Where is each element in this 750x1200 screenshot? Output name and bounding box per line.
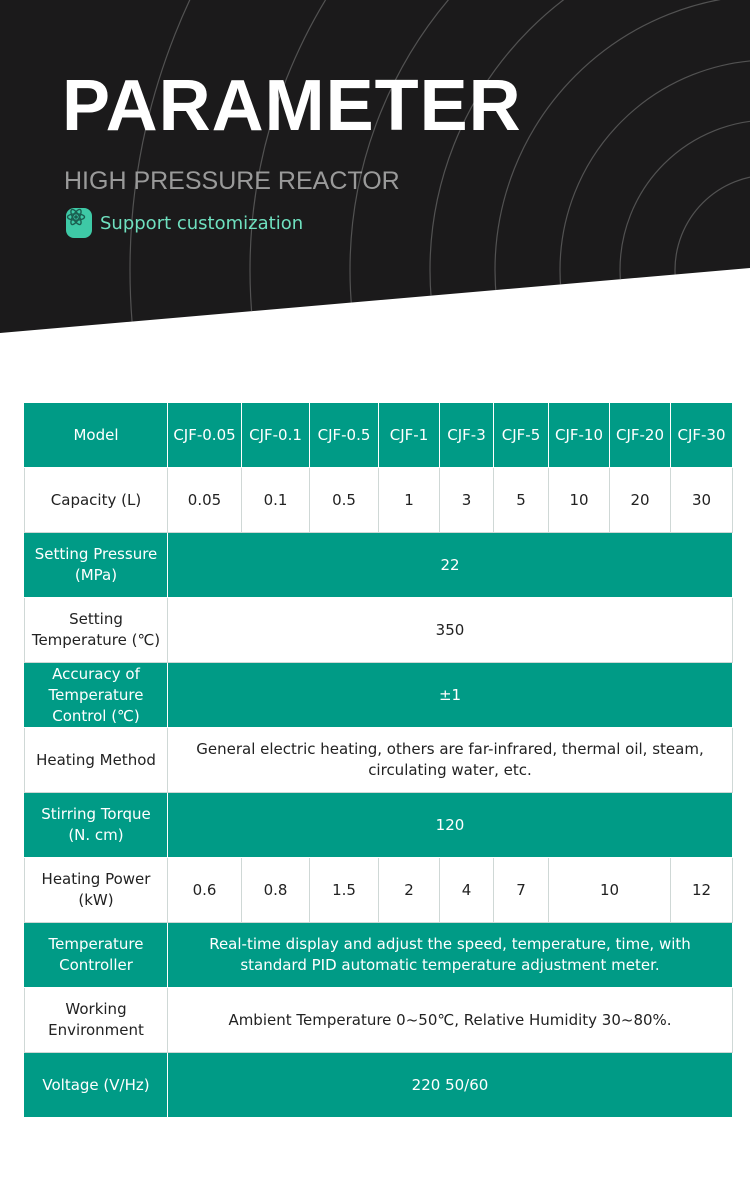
torque-value: 120 — [168, 793, 733, 858]
controller-label: Temperature Controller — [25, 923, 168, 988]
model-cell: CJF-0.05 — [168, 403, 242, 468]
hero-banner — [0, 0, 750, 340]
accuracy-label: Accuracy of Temperature Control (℃) — [25, 663, 168, 728]
power-cell: 2 — [379, 858, 440, 923]
parameter-table — [24, 402, 733, 1118]
capacity-label: Capacity (L) — [25, 468, 168, 533]
model-cell: CJF-10 — [549, 403, 610, 468]
environment-value: Ambient Temperature 0~50℃, Relative Humidity 30~80%. — [168, 988, 733, 1053]
capacity-cell: 0.5 — [310, 468, 379, 533]
row-power — [25, 858, 733, 923]
row-environment — [25, 988, 733, 1053]
accuracy-value: ±1 — [168, 663, 733, 728]
controller-value: Real-time display and adjust the speed, temperature, time, with standard PID automatic temperature adjustment meter. — [168, 923, 733, 988]
capacity-cell: 10 — [549, 468, 610, 533]
temperature-label: Setting Temperature (℃) — [25, 598, 168, 663]
page-title: PARAMETER — [62, 66, 522, 146]
model-cell: CJF-20 — [610, 403, 671, 468]
torque-label: Stirring Torque (N. cm) — [25, 793, 168, 858]
capacity-cell: 3 — [440, 468, 494, 533]
capacity-cell: 1 — [379, 468, 440, 533]
temperature-value: 350 — [168, 598, 733, 663]
model-cell: CJF-1 — [379, 403, 440, 468]
environment-label: Working Environment — [25, 988, 168, 1053]
model-cell: CJF-5 — [494, 403, 549, 468]
voltage-label: Voltage (V/Hz) — [25, 1053, 168, 1118]
row-model — [25, 403, 733, 468]
row-temperature — [25, 598, 733, 663]
model-cell: CJF-3 — [440, 403, 494, 468]
power-cell: 4 — [440, 858, 494, 923]
atom-icon — [66, 208, 92, 238]
row-torque — [25, 793, 733, 858]
row-voltage — [25, 1053, 733, 1118]
model-cell: CJF-0.1 — [242, 403, 310, 468]
pressure-value: 22 — [168, 533, 733, 598]
capacity-cell: 20 — [610, 468, 671, 533]
power-cell: 12 — [671, 858, 733, 923]
customization-badge — [66, 207, 303, 239]
row-heating-method — [25, 728, 733, 793]
power-cell: 7 — [494, 858, 549, 923]
capacity-cell: 5 — [494, 468, 549, 533]
model-label: Model — [25, 403, 168, 468]
capacity-cell: 0.05 — [168, 468, 242, 533]
row-pressure — [25, 533, 733, 598]
heating-method-value: General electric heating, others are far-infrared, thermal oil, steam, circulating water, etc. — [168, 728, 733, 793]
heating-method-label: Heating Method — [25, 728, 168, 793]
badge-label: Support customization — [100, 212, 304, 234]
capacity-cell: 0.1 — [242, 468, 310, 533]
power-cell: 0.6 — [168, 858, 242, 923]
capacity-cell: 30 — [671, 468, 733, 533]
model-cell: CJF-30 — [671, 403, 733, 468]
row-controller — [25, 923, 733, 988]
row-capacity — [25, 468, 733, 533]
power-cell: 0.8 — [242, 858, 310, 923]
pressure-label: Setting Pressure (MPa) — [25, 533, 168, 598]
row-accuracy — [25, 663, 733, 728]
voltage-value: 220 50/60 — [168, 1053, 733, 1118]
model-cell: CJF-0.5 — [310, 403, 379, 468]
power-cell: 10 — [549, 858, 671, 923]
power-cell: 1.5 — [310, 858, 379, 923]
page-subtitle: HIGH PRESSURE REACTOR — [64, 167, 400, 195]
power-label: Heating Power (kW) — [25, 858, 168, 923]
